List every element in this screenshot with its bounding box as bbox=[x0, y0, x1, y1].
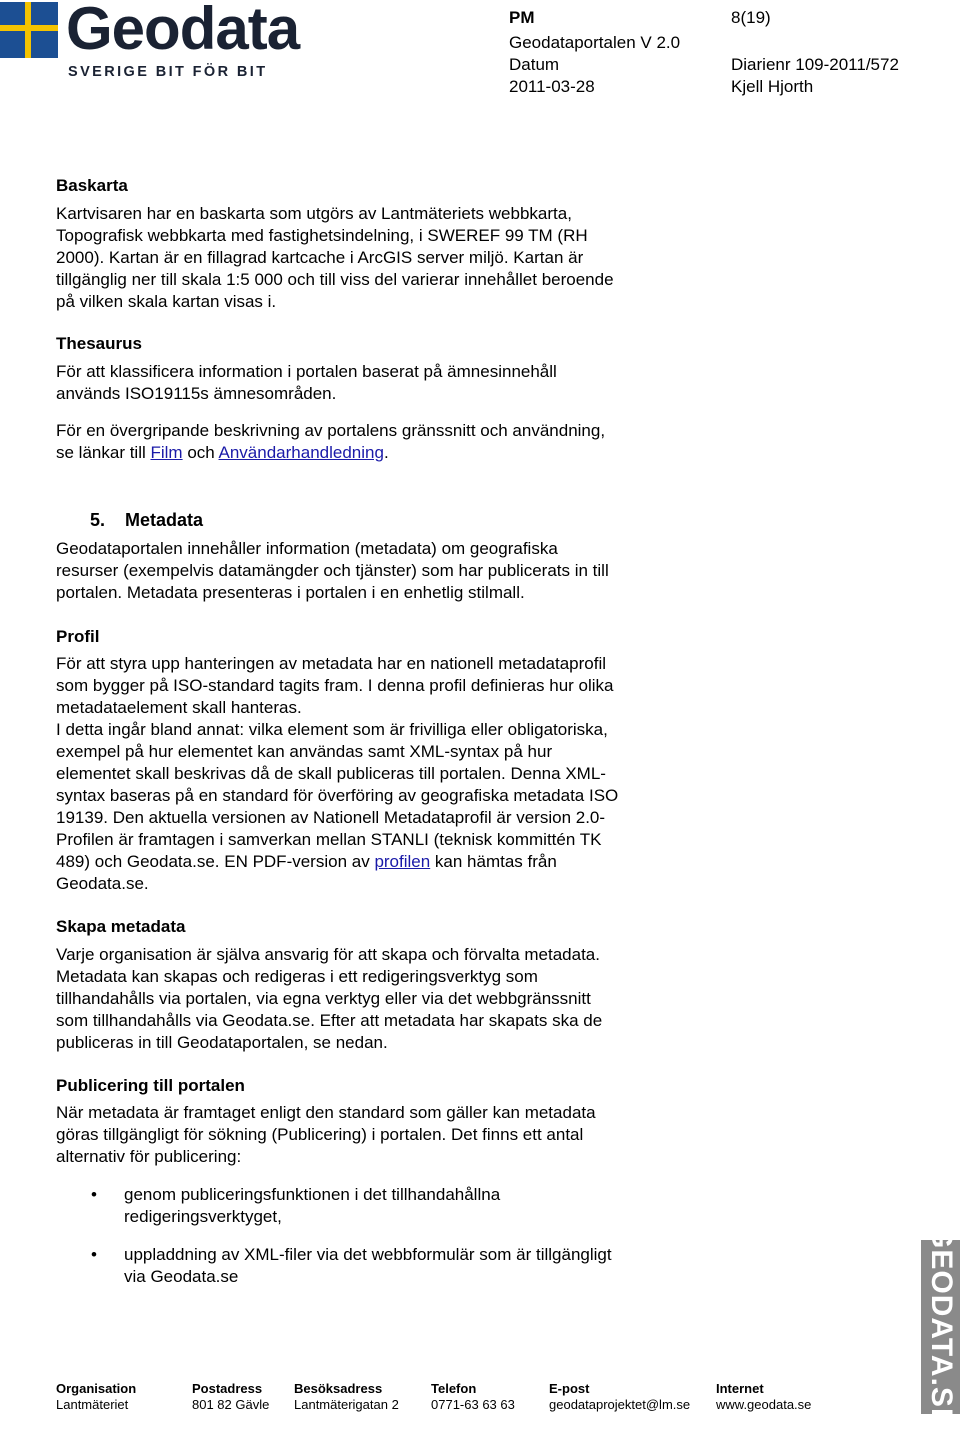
footer-label: Besöksadress bbox=[294, 1381, 383, 1396]
footer-value: geodataprojektet@lm.se bbox=[549, 1397, 691, 1412]
footer-label: Internet bbox=[716, 1381, 764, 1396]
footer-label: Organisation bbox=[56, 1381, 137, 1396]
logo-wordmark: Geodata bbox=[66, 0, 300, 62]
text-line: tillhandahålls via portalen, via egna verktyg eller via det webbgränssnitt bbox=[56, 989, 591, 1008]
link-anvandarhandledning[interactable]: Användarhandledning bbox=[218, 443, 384, 462]
text-fragment: . bbox=[383, 443, 389, 462]
heading-profil: Profil bbox=[56, 627, 100, 646]
paragraph-metadata bbox=[56, 538, 696, 604]
footer-value: Lantmäteriet bbox=[56, 1397, 129, 1412]
link-film[interactable]: Film bbox=[150, 443, 183, 462]
document-date: 2011-03-28 bbox=[509, 77, 595, 96]
footer-value: 0771-63 63 63 bbox=[431, 1397, 515, 1412]
project-name: Geodataportalen V 2.0 bbox=[509, 33, 681, 52]
sweden-cross-icon bbox=[0, 2, 66, 62]
author: Kjell Hjorth bbox=[731, 77, 814, 96]
footer-internet bbox=[716, 1381, 811, 1413]
page-number: 8(19) bbox=[731, 8, 771, 27]
heading-skapa-metadata: Skapa metadata bbox=[56, 917, 186, 936]
text-fragment: och bbox=[182, 443, 219, 462]
footer-value: Lantmäterigatan 2 bbox=[294, 1397, 399, 1412]
text-line: 2000). Kartan är en fillagrad kartcache i ArcGIS server miljö. Kartan är bbox=[56, 248, 584, 267]
text-fragment: se länkar till bbox=[56, 443, 151, 462]
text-line: För en övergripande beskrivning av portalens gränssnitt och användning, bbox=[56, 421, 606, 440]
list-item-line: via Geodata.se bbox=[124, 1267, 239, 1286]
bullet-icon: • bbox=[91, 1245, 97, 1264]
datum-label: Datum bbox=[509, 55, 560, 74]
text-line: alternativ för publicering: bbox=[56, 1147, 242, 1166]
list-item bbox=[124, 1244, 724, 1288]
text-line: Profilen är framtagen i samverkan mellan STANLI (teknisk kommittén TK bbox=[56, 830, 602, 849]
heading-thesaurus: Thesaurus bbox=[56, 334, 142, 353]
list-item-line: uppladdning av XML-filer via det webbformulär som är tillgängligt bbox=[124, 1245, 612, 1264]
logo-tagline: SVERIGE BIT FÖR BIT bbox=[68, 64, 268, 80]
paragraph-baskarta bbox=[56, 203, 696, 313]
paragraph-profil bbox=[56, 653, 696, 895]
text-line: Topografisk webbkarta med fastighetsindelning, i SWEREF 99 TM (RH bbox=[56, 226, 588, 245]
geodata-logo bbox=[0, 0, 320, 90]
footer-telefon bbox=[431, 1381, 515, 1413]
footer-value: 801 82 Gävle bbox=[192, 1397, 270, 1412]
text-line-with-links bbox=[56, 442, 696, 464]
text-line: Geodataportalen innehåller information (metadata) om geografiska bbox=[56, 539, 558, 558]
heading-baskarta: Baskarta bbox=[56, 176, 128, 195]
link-profilen[interactable]: profilen bbox=[374, 852, 431, 871]
paragraph-links bbox=[56, 420, 696, 464]
footer-organisation bbox=[56, 1381, 136, 1413]
section-title: Metadata bbox=[125, 510, 204, 530]
text-fragment: kan hämtas från bbox=[430, 852, 557, 871]
text-line: metadataelement skall hanteras. bbox=[56, 698, 302, 717]
text-line: som bygger på ISO-standard tagits fram. I denna profil definieras hur olika bbox=[56, 676, 614, 695]
text-line: göras tillgängligt för sökning (Publicering) i portalen. Det finns ett antal bbox=[56, 1125, 584, 1144]
text-line: publiceras in till Geodataportalen, se nedan. bbox=[56, 1033, 388, 1052]
text-line: som tillhandahålls via Geodata.se. Efter att metadata har skapats ska de bbox=[56, 1011, 603, 1030]
watermark-text: GEODATA.SE bbox=[924, 1225, 958, 1429]
heading-publicering: Publicering till portalen bbox=[56, 1076, 245, 1095]
text-line: När metadata är framtaget enligt den standard som gäller kan metadata bbox=[56, 1103, 596, 1122]
text-line: 19139. Den aktuella versionen av Nationell Metadataprofil är version 2.0- bbox=[56, 808, 606, 827]
text-line: exempel på hur elementet kan användas samt XML-syntax på hur bbox=[56, 742, 553, 761]
text-line: Metadata kan skapas och redigeras i ett redigeringsverktyg som bbox=[56, 967, 538, 986]
footer-epost bbox=[549, 1381, 690, 1413]
paragraph-skapa bbox=[56, 944, 696, 1054]
geodata-watermark bbox=[921, 1225, 960, 1429]
text-line: elementet skall beskrivas då de skall publiceras till portalen. Denna XML- bbox=[56, 764, 606, 783]
text-line: på vilken skala kartan visas i. bbox=[56, 292, 277, 311]
text-line: används ISO19115s ämnesområden. bbox=[56, 384, 337, 403]
footer-postadress bbox=[192, 1381, 269, 1413]
text-line: tillgänglig ner till skala 1:5 000 och till viss del varierar innehållet beroende bbox=[56, 270, 614, 289]
text-line: portalen. Metadata presenteras i portalen i en enhetlig stilmall. bbox=[56, 583, 525, 602]
text-line: Varje organisation är själva ansvarig för att skapa och förvalta metadata. bbox=[56, 945, 600, 964]
text-line-with-link bbox=[56, 851, 696, 873]
text-line: syntax baseras på en standard för överföring av geografiska metadata ISO bbox=[56, 786, 619, 805]
bullet-icon: • bbox=[91, 1185, 97, 1204]
text-line: I detta ingår bland annat: vilka element som är frivilliga eller obligatoriska, bbox=[56, 720, 608, 739]
paragraph-publicering bbox=[56, 1102, 696, 1168]
text-line: resurser (exempelvis datamängder och tjänster) som har publicerats in till bbox=[56, 561, 609, 580]
footer-label: Telefon bbox=[431, 1381, 477, 1396]
footer-label: Postadress bbox=[192, 1381, 263, 1396]
list-item bbox=[124, 1184, 724, 1228]
paragraph-thesaurus bbox=[56, 361, 696, 405]
text-line: För att styra upp hanteringen av metadata har en nationell metadataprofil bbox=[56, 654, 607, 673]
text-line: Geodata.se. bbox=[56, 874, 149, 893]
footer-besoksadress bbox=[294, 1381, 399, 1413]
diarienr: Diarienr 109-2011/572 bbox=[731, 55, 899, 74]
section-number: 5. bbox=[90, 510, 106, 530]
list-item-line: genom publiceringsfunktionen i det tillhandahållna bbox=[124, 1185, 501, 1204]
text-line: Kartvisaren har en baskarta som utgörs av Lantmäteriets webbkarta, bbox=[56, 204, 572, 223]
text-fragment: 489) och Geodata.se. EN PDF-version av bbox=[56, 852, 375, 871]
text-line: För att klassificera information i portalen baserat på ämnesinnehåll bbox=[56, 362, 557, 381]
doc-type: PM bbox=[509, 8, 535, 27]
list-item-line: redigeringsverktyget, bbox=[124, 1207, 282, 1226]
footer-value: www.geodata.se bbox=[716, 1397, 812, 1412]
footer-label: E-post bbox=[549, 1381, 590, 1396]
